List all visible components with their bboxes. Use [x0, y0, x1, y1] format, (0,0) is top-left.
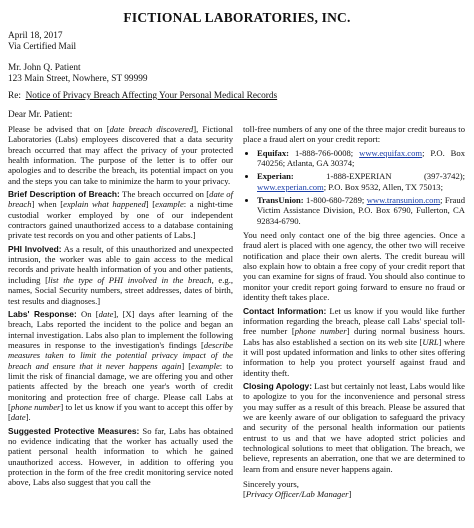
phi-heading: PHI Involved: [8, 243, 62, 254]
subject-prefix: Re: [8, 91, 21, 101]
experian-link[interactable]: www.experian.com [257, 181, 324, 192]
subject-line [8, 91, 277, 101]
suggested-paragraph: Suggested Protective Measures: So far, Labs has obtained no evidence indicating that the worker has actually used the patient personal health information to which he gained unauthorized access. However, in addition to offering you protection in the form of the free credit monitoring service noted above, Labs also suggest that you call the [8, 425, 233, 488]
breach-heading: Brief Description of Breach: [8, 189, 120, 200]
subject-text: Notice of Privacy Breach Affecting Your Personal Medical Records [25, 91, 278, 101]
bureaus-intro: toll-free numbers of any one of the three major credit bureaus to place a fraud alert on your credit report: [243, 124, 465, 145]
suggested-heading: Suggested Protective Measures: [8, 425, 140, 436]
phi-paragraph: PHI Involved: As a result, of this unauthorized and unexpected intrusion, the worker was able to gain access to the medical records and private health information of you and other patients, including [list the type of PHI involved in the breach, e.g., names, Social Security numbers, street addresses, dates of birth, test results and diagnoses.] [8, 243, 233, 306]
closing-heading: Closing Apology: [243, 380, 313, 391]
contact-paragraph: Contact Information: Let us know if you would like further information regarding the breach, please call Labs' special toll-free number [phone number] during normal business hours. Labs has also established a section on its web site [URL] where it will post updated information and links to other sites offering information to help you protect yourself against fraud and identity theft. [243, 305, 466, 378]
equifax-link[interactable]: www.equifax.com [359, 147, 423, 158]
intro-paragraph: Please be advised that on [date breach discovered], Fictional Laboratories (Labs) employees discovered that a data security breach occurred that may affect the privacy of your protected health information. The purpose of the letter is to offer our apologies and to describe the breach, its potential impact on you and the steps you can take to minimize the harm to your privacy. [8, 124, 233, 186]
recipient-name: Mr. John Q. Patient [8, 63, 81, 73]
bureau-experian: • Experian: 1-888-EXPERIAN (397-3742); www.experian.com; P.O. Box 9532, Allen, TX 75013; [257, 171, 465, 192]
bureau-list [243, 148, 465, 226]
delivery-method: Via Certified Mail [8, 42, 77, 52]
breach-paragraph: Brief Description of Breach: The breach occurred on [date of breach] when [explain what happened] [example: a night-time custodial worker employed by one of our independent contractors gained unauthorized access to a database containing private test records on you and other patients of Labs.] [8, 189, 233, 241]
transunion-link[interactable]: www.transunion.com [366, 195, 441, 206]
response-heading: Labs' Response: [8, 308, 77, 319]
signer-title: [Privacy Officer/Lab Manager] [243, 489, 352, 500]
right-column [243, 124, 465, 503]
recipient-address: 123 Main Street, Nowhere, ST 99999 [8, 74, 148, 84]
response-paragraph: Labs' Response: On [date], [X] days after learning of the breach, Labs reported the incident to the police and began an internal investigation. Labs also plan to implement the following measures in response to the investigation's findings [describe measures taken to limit the potential privacy impact of the breach and ensure that it never happens again] [example: to limit the risk of financial damage, we are offering you and other patients affected by the breach one year's worth of credit monitoring and protection free of charge. Please call Labs at [phone number] to let us know if you want to accept this offer by [date]. [8, 308, 234, 423]
bureau-transunion: • TransUnion: 1-800-680-7289; www.transunion.com; Fraud Victim Assistance Division, P.O. Box 6790, Fullerton, CA 92834-6790. [257, 195, 465, 226]
agencies-paragraph: You need only contact one of the big three agencies. Once a fraud alert is placed with one agency, the other two will receive notification and place their own alerts. The credit bureau will also explain how to obtain a free copy of your credit report that you can examine for signs of fraud. You should also continue to monitor your credit report going forward to ensure no fraud or identity theft takes place. [243, 230, 465, 303]
letterhead-title: FICTIONAL LABORATORIES, INC. [123, 10, 351, 25]
signoff: Sincerely yours, [243, 479, 299, 489]
letter-date: April 18, 2017 [8, 31, 63, 41]
bureau-equifax: • Equifax: 1-888-766-0008; www.equifax.com; P.O. Box 740256; Atlanta, GA 30374; [257, 148, 465, 169]
salutation: Dear Mr. Patient: [8, 110, 73, 120]
closing-paragraph: Closing Apology: Last but certainly not least, Labs would like to apologize to you for the inconvenience and personal stress you may suffer as a result of this breach. Please be assured that we are keenly aware of our obligation to safeguard the privacy and security of the personal health information our patients entrust to us and that we have adopted strict policies and technological solutions to meet that obligation. The breach, we believe, represents an aberration, one that we are determined to learn from and ensure never happens again. [243, 380, 465, 474]
contact-heading: Contact Information: [243, 305, 327, 316]
left-column [8, 124, 233, 491]
